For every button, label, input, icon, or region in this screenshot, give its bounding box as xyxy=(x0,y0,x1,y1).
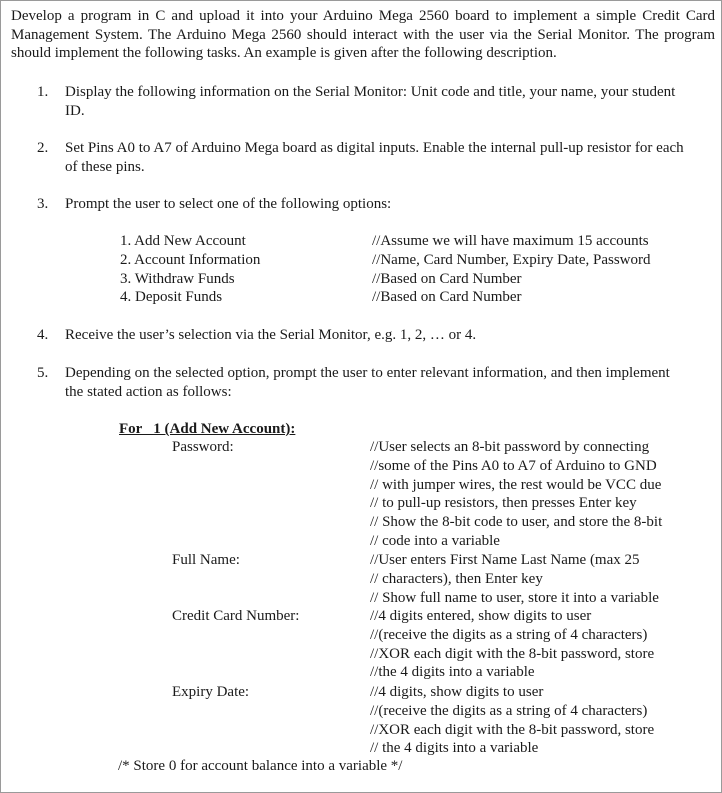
task-number: 5. xyxy=(37,365,49,381)
task-text: Prompt the user to select one of the following options: xyxy=(65,196,392,212)
option-row xyxy=(120,270,700,289)
option-row xyxy=(120,251,700,270)
comment-line: // characters), then Enter key xyxy=(370,570,543,587)
task-number: 3. xyxy=(37,196,49,212)
comment-line: //XOR each digit with the 8-bit password, store xyxy=(370,721,655,738)
password-comments xyxy=(370,438,715,551)
comment-line: //User selects an 8-bit password by connecting xyxy=(370,439,650,455)
task-number: 1. xyxy=(37,84,49,100)
comment-line: // Show full name to user, store it into a variable xyxy=(370,589,659,606)
option-1-heading: For 1 (Add New Account): xyxy=(119,421,296,437)
option-row xyxy=(120,288,700,307)
comment-line: //XOR each digit with the 8-bit password, store xyxy=(370,645,655,662)
task-text: Depending on the selected option, prompt the user to enter relevant information, and then implement the stated action as follows: xyxy=(65,365,670,400)
intro-paragraph: Develop a program in C and upload it into your Arduino Mega 2560 board to implement a simple Credit Card Management System. The Arduino Mega 2560 should interact with the user via the Serial Monitor. The program should implement the following tasks. An example is given after the following description. xyxy=(11,8,715,61)
comment-line: //the 4 digits into a variable xyxy=(370,664,535,681)
comment-line: //some of the Pins A0 to A7 of Arduino to GND xyxy=(370,457,657,474)
field-label-full-name: Full Name: xyxy=(172,552,240,568)
task-text: Set Pins A0 to A7 of Arduino Mega board as digital inputs. Enable the internal pull-up resistor for each of these pins. xyxy=(65,140,684,175)
comment-line: //4 digits, show digits to user xyxy=(370,684,544,700)
comment-line: // Show the 8-bit code to user, and store the 8-bit xyxy=(370,514,663,531)
option-row xyxy=(120,232,700,251)
credit-card-comments xyxy=(370,607,715,682)
comment-line: //4 digits entered, show digits to user xyxy=(370,608,592,624)
comment-line: //User enters First Name Last Name (max 25 xyxy=(370,552,640,568)
task-number: 2. xyxy=(37,140,49,156)
task-text: Display the following information on the Serial Monitor: Unit code and title, your name, your student ID. xyxy=(65,84,676,119)
task-text: Receive the user’s selection via the Serial Monitor, e.g. 1, 2, … or 4. xyxy=(65,327,477,343)
option-label: 1. Add New Account xyxy=(120,233,246,249)
comment-line: // with jumper wires, the rest would be VCC due xyxy=(370,476,662,493)
expiry-date-comments xyxy=(370,683,715,758)
field-label-credit-card-number: Credit Card Number: xyxy=(172,608,300,624)
comment-line: //(receive the digits as a string of 4 characters) xyxy=(370,702,648,719)
option-label: 3. Withdraw Funds xyxy=(120,271,235,287)
option-note: //Based on Card Number xyxy=(372,271,522,287)
full-name-comments xyxy=(370,551,715,607)
option-note: //Assume we will have maximum 15 accounts xyxy=(372,233,649,249)
option-note: //Name, Card Number, Expiry Date, Password xyxy=(372,252,651,268)
option-note: //Based on Card Number xyxy=(372,289,522,305)
task-number: 4. xyxy=(37,327,49,343)
comment-line: // code into a variable xyxy=(370,532,500,549)
comment-line: //(receive the digits as a string of 4 characters) xyxy=(370,626,648,643)
option-label: 2. Account Information xyxy=(120,252,261,268)
option-label: 4. Deposit Funds xyxy=(120,289,223,305)
comment-line: // to pull-up resistors, then presses Enter key xyxy=(370,495,637,512)
field-label-expiry-date: Expiry Date: xyxy=(172,684,250,700)
field-label-password: Password: xyxy=(172,439,234,455)
closing-comment: /* Store 0 for account balance into a variable */ xyxy=(118,758,403,774)
comment-line: // the 4 digits into a variable xyxy=(370,740,539,757)
